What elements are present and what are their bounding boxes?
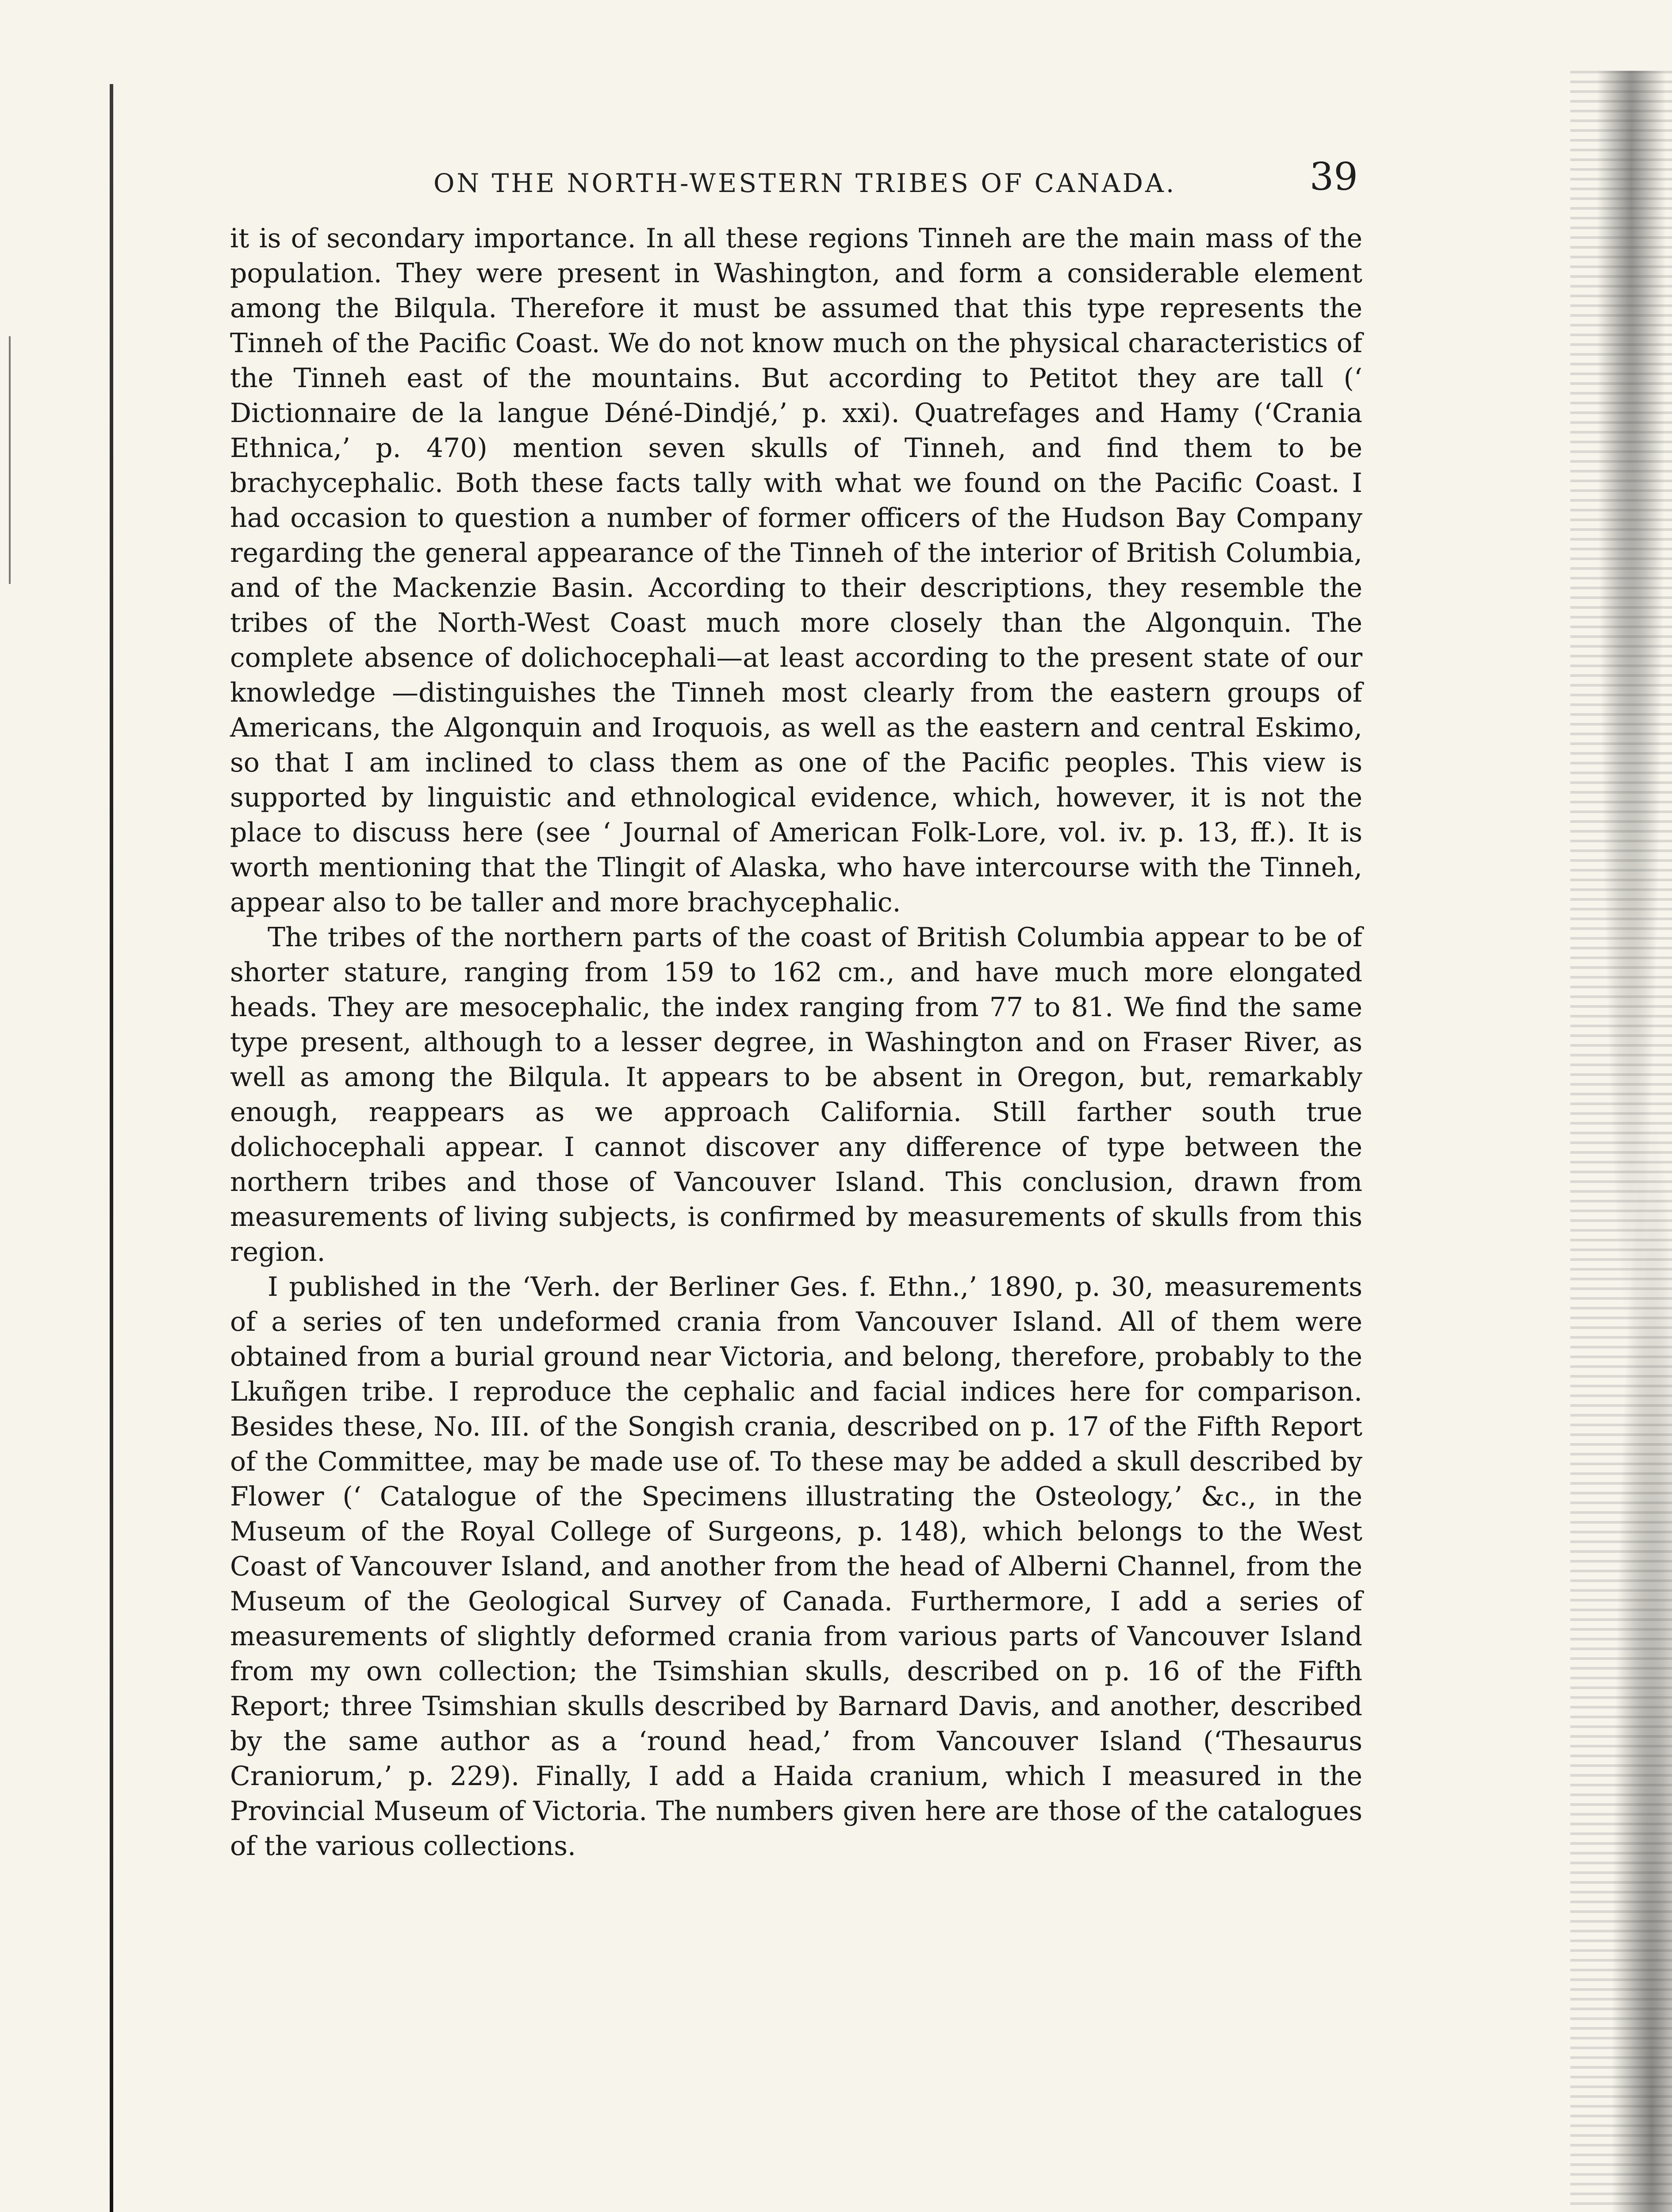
page-edge-shadow	[1570, 71, 1672, 2212]
page-number: 39	[1309, 155, 1358, 199]
paragraph: I published in the ‘Verh. der Berliner Ges. f. Ethn.,’ 1890, p. 30, measurements of a series of ten undeformed crania from Vancouver Island. All of them were obtained from a burial ground near Victoria, and belong, therefore, probably to the Lkuñgen tribe. I reproduce the cephalic and facial indices here for comparison. Besides these, No. III. of the Songish crania, described on p. 17 of the Fifth Report of the Committee, may be made use of. To these may be added a skull described by Flower (‘ Catalogue of the Specimens illustrating the Osteology,’ &c., in the Museum of the Royal College of Surgeons, p. 148), which belongs to the West Coast of Vancouver Island, and another from the head of Alberni Channel, from the Museum of the Geological Survey of Canada. Furthermore, I add a series of measurements of slightly deformed crania from various parts of Vancouver Island from my own collection; the Tsimshian skulls, described on p. 16 of the Fifth Report; three Tsimshian skulls described by Barnard Davis, and another, described by the same author as a ‘round head,’ from Vancouver Island (‘Thesaurus Craniorum,’ p. 229). Finally, I add a Haida cranium, which I measured in the Provincial Museum of Victoria. The numbers given here are those of the catalogues of the various collections.	[230, 1271, 1362, 1862]
paragraph: it is of secondary importance. In all these regions Tinneh are the main mass of the population. They were present in Washington, and form a considerable element among the Bilqula. Therefore it must be assumed that this type represents the Tinneh of the Pacific Coast. We do not know much on the physical characteristics of the Tinneh east of the mountains. But according to Petitot they are tall (‘ Dictionnaire de la langue Déné-Dindjé,’ p. xxi). Quatrefages and Hamy (‘Crania Ethnica,’ p. 470) mention seven skulls of Tinneh, and find them to be brachycephalic. Both these facts tally with what we found on the Pacific Coast. I had occasion to question a number of former officers of the Hudson Bay Company regarding the general appearance of the Tinneh of the interior of British Columbia, and of the Mackenzie Basin. According to their descriptions, they resemble the tribes of the North-West Coast much more closely than the Algonquin. The complete absence of dolichocephali—at least according to the present state of our knowledge —distinguishes the Tinneh most clearly from the eastern groups of Americans, the Algonquin and Iroquois, as well as the eastern and central Eskimo, so that I am inclined to class them as one of the Pacific peoples. This view is supported by linguistic and ethnological evidence, which, however, it is not the place to discuss here (see ‘ Journal of American Folk-Lore, vol. iv. p. 13, ff.). It is worth mentioning that the Tlingit of Alaska, who have intercourse with the Tinneh, appear also to be taller and more brachycephalic.	[230, 223, 1362, 918]
paragraph: The tribes of the northern parts of the coast of British Columbia appear to be of shorter stature, ranging from 159 to 162 cm., and have much more elongated heads. They are mesocephalic, the index ranging from 77 to 81. We find the same type present, although to a lesser degree, in Washington and on Fraser River, as well as among the Bilqula. It appears to be absent in Oregon, but, remarkably enough, reappears as we approach California. Still farther south true dolichocephali appear. I cannot discover any difference of type between the northern tribes and those of Vancouver Island. This conclusion, drawn from measurements of living subjects, is confirmed by measurements of skulls from this region.	[230, 922, 1362, 1267]
running-title: ON THE NORTH-WESTERN TRIBES OF CANADA.	[433, 168, 1177, 198]
body-text	[230, 221, 1362, 1864]
running-header	[230, 155, 1362, 204]
margin-mark	[9, 336, 15, 584]
binding-shadow	[110, 84, 113, 2212]
